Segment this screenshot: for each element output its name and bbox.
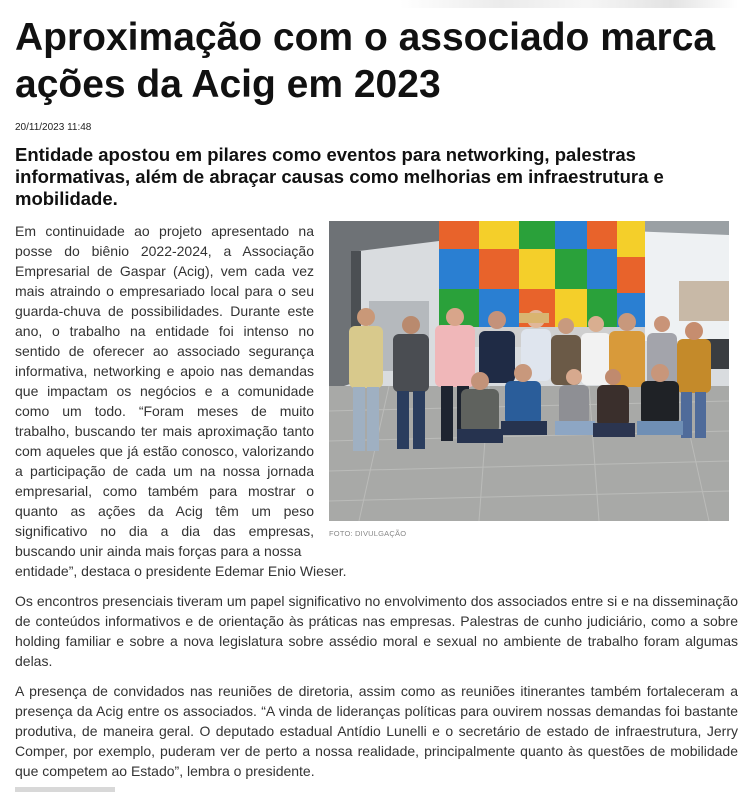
top-banner-strip bbox=[400, 0, 738, 8]
people-group bbox=[349, 308, 711, 451]
article-subtitle: Entidade apostou em pilares como eventos para networking, palestras informativas, além de abraçar causas como melhorias em infraestrutura e mobilidade. bbox=[15, 144, 664, 209]
colored-wall-tiles bbox=[439, 221, 645, 327]
photo-credit: FOTO: DIVULGAÇÃO bbox=[329, 529, 407, 538]
article-paragraph-2: Os encontros presenciais tiveram um papel significativo no envolvimento dos associados entre si e na disseminação de conteúdos informativos e de orientação às práticas nas empresas. Palestras de cunho judiciário, como a sobre holding familiar e sobre a nova legislatura sobre assédio moral e sexual no ambiente de trabalho foram algumas delas. bbox=[15, 593, 738, 669]
article-figure bbox=[329, 221, 729, 538]
article-paragraph-1: Em continuidade ao projeto apresentado na posse do biênio 2022-2024, a Associação Empresarial de Gaspar (Acig), vem cada vez mais atraindo o empresariado local para o seu guarda-chuva de possibilidades. Durante este ano, o trabalho na entidade foi intenso no sentido de oferecer ao associado segurança informativa, networking e apoio nas demandas que impactam os negócios e a comunidade como um todo. “Foram meses de muito trabalho, buscando ter mais aproximação tanto com aqueles que já estão conosco, valorizando a participação de cada um na nossa jornada empresarial, como também para mostrar o quanto as ações da Acig têm um peso significativo no dia a dia das empresas, buscando unir ainda mais forças para a nossa bbox=[15, 223, 314, 559]
group-photo bbox=[329, 221, 729, 521]
cut-off-content bbox=[15, 787, 115, 792]
publish-date: 20/11/2023 11:48 bbox=[15, 122, 92, 133]
article-title: Aproximação com o associado marca ações da Acig em 2023 bbox=[15, 16, 716, 106]
article-paragraph-1-tail: entidade”, destaca o presidente Edemar Enio Wieser. bbox=[15, 563, 347, 579]
article-paragraph-3: A presença de convidados nas reuniões de diretoria, assim como as reuniões itinerantes também fortaleceram a presença da Acig entre os associados. “A vinda de lideranças políticas para ouvirem nossas demandas foi bastante produtiva, de maneira geral. O deputado estadual Antídio Lunelli e o secretário de estado de infraestrutura, Jerry Comper, por exemplo, puderam ver de perto a nossa realidade, principalmente quanto às questões de mobilidade que competem ao Estado”, lembra o presidente. bbox=[15, 683, 738, 779]
